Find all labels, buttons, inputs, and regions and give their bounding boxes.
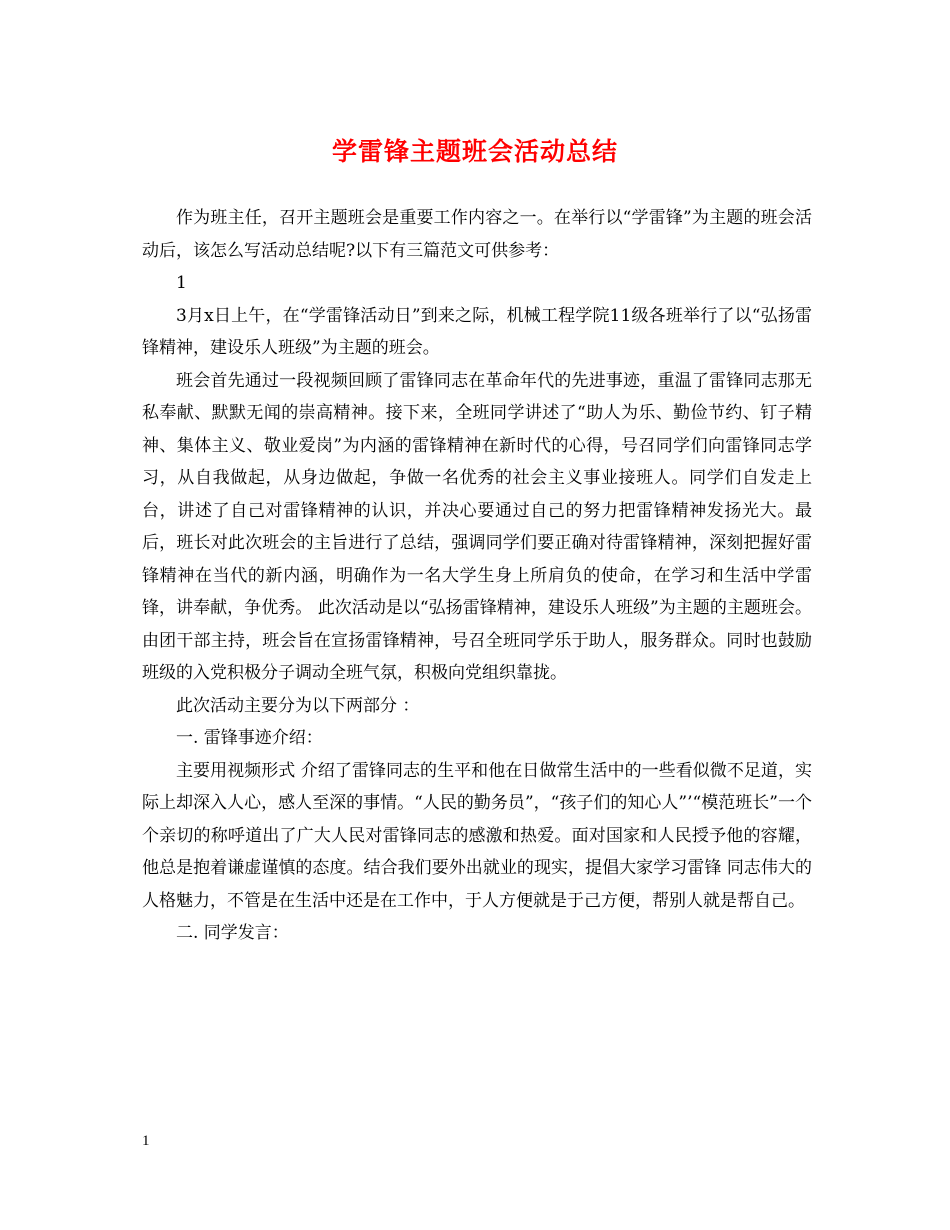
parts-heading: 此次活动主要分为以下两部分 ： xyxy=(176,695,420,716)
page-number: 1 xyxy=(142,1133,150,1149)
event-paragraph: 3月x日上午，在“学雷锋活动日”到来之际，机械工程学院11级各班举行了以“弘扬雷锋精神，建设乐人班级”为主题的班会。 xyxy=(142,305,812,358)
part-one-heading: 一. 雷锋事迹介绍： xyxy=(176,728,323,748)
section-number-1: 1 xyxy=(176,273,187,293)
document-title: 学雷锋主题班会活动总结 xyxy=(331,137,618,166)
meeting-paragraph: 班会首先通过一段视频回顾了雷锋同志在革命年代的先进事迹，重温了雷锋同志那无私奉献、默默无闻的崇高精神。接下来，全班同学讲述了“助人为乐、勤俭节约、钉子精神、集体主义、敬业爱岗”为内涵的雷锋精神在新时代的心得，号召同学们向雷锋同志学习，从自我做起，从身边做起，争做一名优秀的社会主义事业接班人。同学们自发走上台，讲述了自己对雷锋精神的认识，并决心要通过自己的努力把雷锋精神发扬光大。最后，班长对此次班会的主旨进行了总结，强调同学们要正确对待雷锋精神，深刻把握好雷锋精神在当代的新内涵，明确作为一名大学生身上所肩负的使命，在学习和生活中学雷锋，讲奉献，争优秀。 此次活动是以“弘扬雷锋精神，建设乐人班级”为主题的主题班会。由团干部主持，班会旨在宣扬雷锋精神，号召全班同学乐于助人，服务群众。同时也鼓励班级的入党积极分子调动全班气氛，积极向党组织靠拢。 xyxy=(142,370,812,683)
intro-paragraph: 作为班主任，召开主题班会是重要工作内容之一。在举行以“学雷锋”为主题的班会活动后，该怎么写活动总结呢?以下有三篇范文可供参考： xyxy=(142,208,812,261)
part-one-paragraph: 主要用视频形式 介绍了雷锋同志的生平和他在日做常生活中的一些看似微不足道，实际上却深入人心，感人至深的事情。“人民的勤务员”，“孩子们的知心人”’“模范班长”一个个亲切的称呼道出了广大人民对雷锋同志的感激和热爱。面对国家和人民授予他的容耀，他总是抱着谦虚谨慎的态度。结合我们要外出就业的现实，提倡大家学习雷锋 同志伟大的人格魅力，不管是在生活中还是在工作中，于人方便就是于己方便，帮别人就是帮自己。 xyxy=(142,760,812,911)
document-body xyxy=(142,202,812,950)
part-two-heading: 二. 同学发言： xyxy=(176,923,289,943)
